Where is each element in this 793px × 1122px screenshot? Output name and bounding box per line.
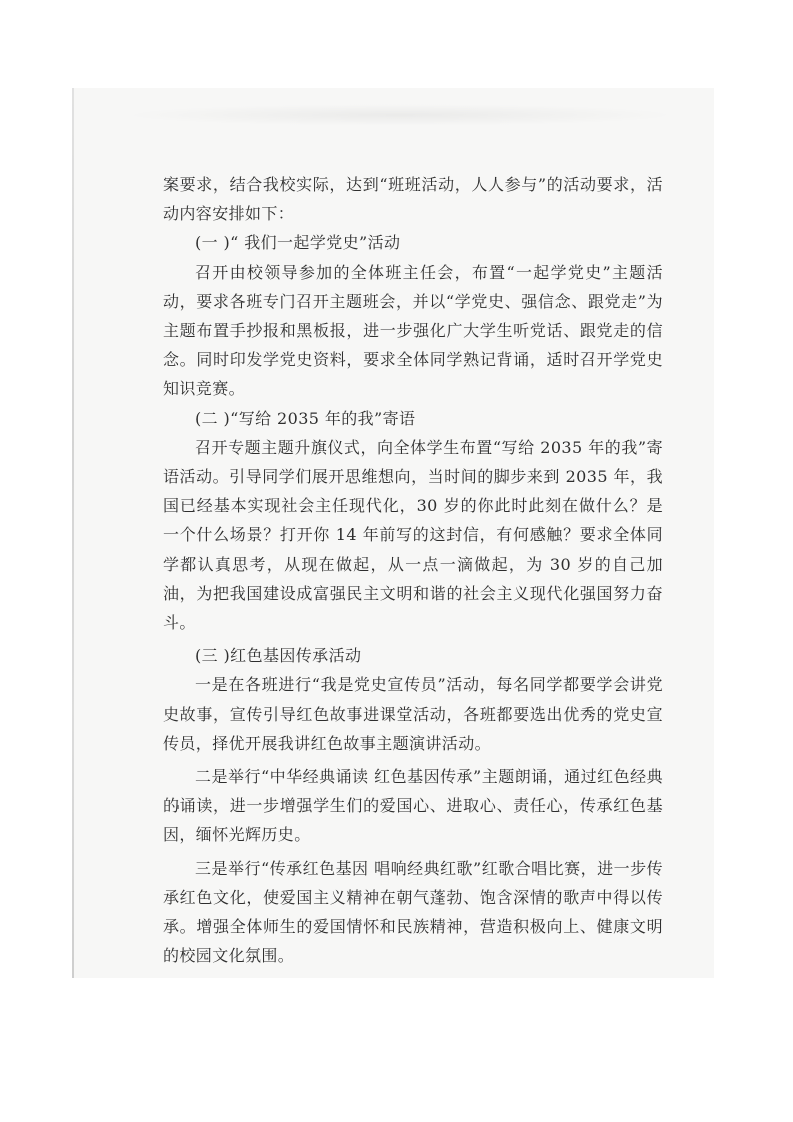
document-body [163, 170, 663, 970]
scan-smudge [120, 104, 680, 126]
section-3-paragraph-3: 三是举行“传承红色基因 唱响经典红歌”红歌合唱比赛，进一步传承红色文化，使爱国主义精神在朝气蓬勃、饱含深情的歌声中得以传承。增强全体师生的爱国情怀和民族精神，营造积极向上、健康文明的校园文化氛围。 [163, 858, 663, 966]
scan-edge-shadow [72, 88, 74, 978]
section-3-paragraph-2: 二是举行“中华经典诵读 红色基因传承”主题朗诵，通过红色经典的诵读，进一步增强学生们的爱国心、进取心、责任心，传承红色基因，缅怀光辉历史。 [163, 767, 663, 845]
section-1-paragraph: 召开由校领导参加的全体班主任会，布置“一起学党史”主题活动，要求各班专门召开主题班会，并以“学党史、强信念、跟党走”为主题布置手抄报和黑板报，进一步强化广大学生听党话、跟党走的信念。同时印发学党史资料，要求全体同学熟记背诵，适时召开学党史知识竞赛。 [163, 262, 663, 399]
intro-paragraph: 案要求，结合我校实际，达到“班班活动，人人参与”的活动要求，活动内容安排如下： [163, 175, 663, 224]
section-2-paragraph: 召开专题主题升旗仪式，向全体学生布置“写给 2035 年的我”寄语活动。引导同学们展开思维想向，当时间的脚步来到 2035 年，我国已经基本实现社会主任现代化，30 岁的你此时此刻在做什么？是一个什么场景？打开你 14 年前写的这封信，有何感触？要求全体同学都认真思考，从现在做起，从一点一滴做起，为 30 岁的自己加油，为把我国建设成富强民主文明和谐的社会主义现代化强国努力奋斗。 [163, 437, 663, 633]
section-2-heading: (二 )“写给 2035 年的我”寄语 [195, 408, 416, 428]
section-3-paragraph-1: 一是在各班进行“我是党史宣传员”活动，每名同学都要学会讲党史故事，宣传引导红色故事进课堂活动，各班都要选出优秀的党史宣传员，择优开展我讲红色故事主题演讲活动。 [163, 675, 663, 753]
section-1-heading: (一 )“ 我们一起学党史”活动 [195, 233, 401, 253]
section-3-heading: (三 )红色基因传承活动 [195, 646, 362, 666]
